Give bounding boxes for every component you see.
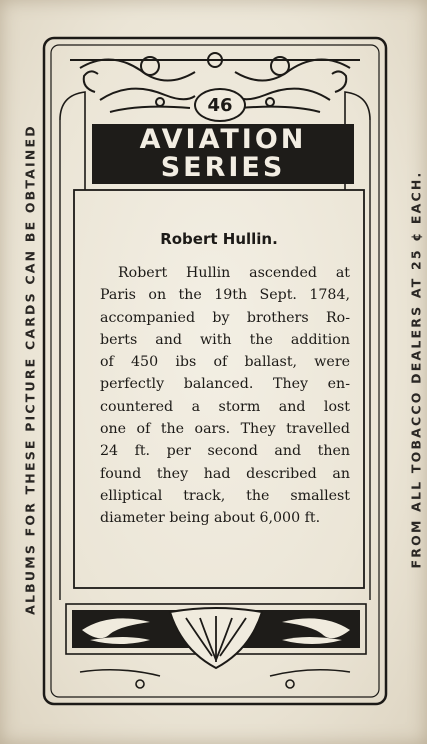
body-line: of 450 ibs of ballast, were [100, 354, 350, 371]
body-line: accompanied by brothers Ro- [100, 309, 350, 326]
body-line: Robert Hullin ascended at [118, 265, 350, 281]
series-title-line2: SERIES [160, 152, 286, 183]
body-line: berts and with the addition [100, 331, 350, 348]
body-line: found they had described an [100, 465, 350, 482]
series-banner [92, 124, 354, 184]
body-line: one of the oars. They travelled [100, 421, 350, 438]
body-line: diameter being about 6,000 ft. [100, 510, 321, 527]
right-side-caption: FROM ALL TOBACCO DEALERS AT 25 ¢ EACH. [408, 170, 424, 569]
body-line: 24 ft. per second and then [100, 443, 350, 460]
card-number-badge [194, 88, 246, 122]
body-line: countered a storm and lost [100, 398, 350, 415]
card-number: 46 [207, 94, 233, 116]
card-body-text [100, 262, 350, 530]
body-line: perfectly balanced. They en- [100, 376, 350, 393]
left-side-caption: ALBUMS FOR THESE PICTURE CARDS CAN BE OBTAINED [22, 124, 38, 615]
body-line: Paris on the 19th Sept. 1784, [100, 287, 350, 304]
series-title-line1: AVIATION [139, 124, 307, 155]
card-title: Robert Hullin. [160, 230, 278, 248]
body-line: elliptical track, the smallest [100, 487, 350, 504]
